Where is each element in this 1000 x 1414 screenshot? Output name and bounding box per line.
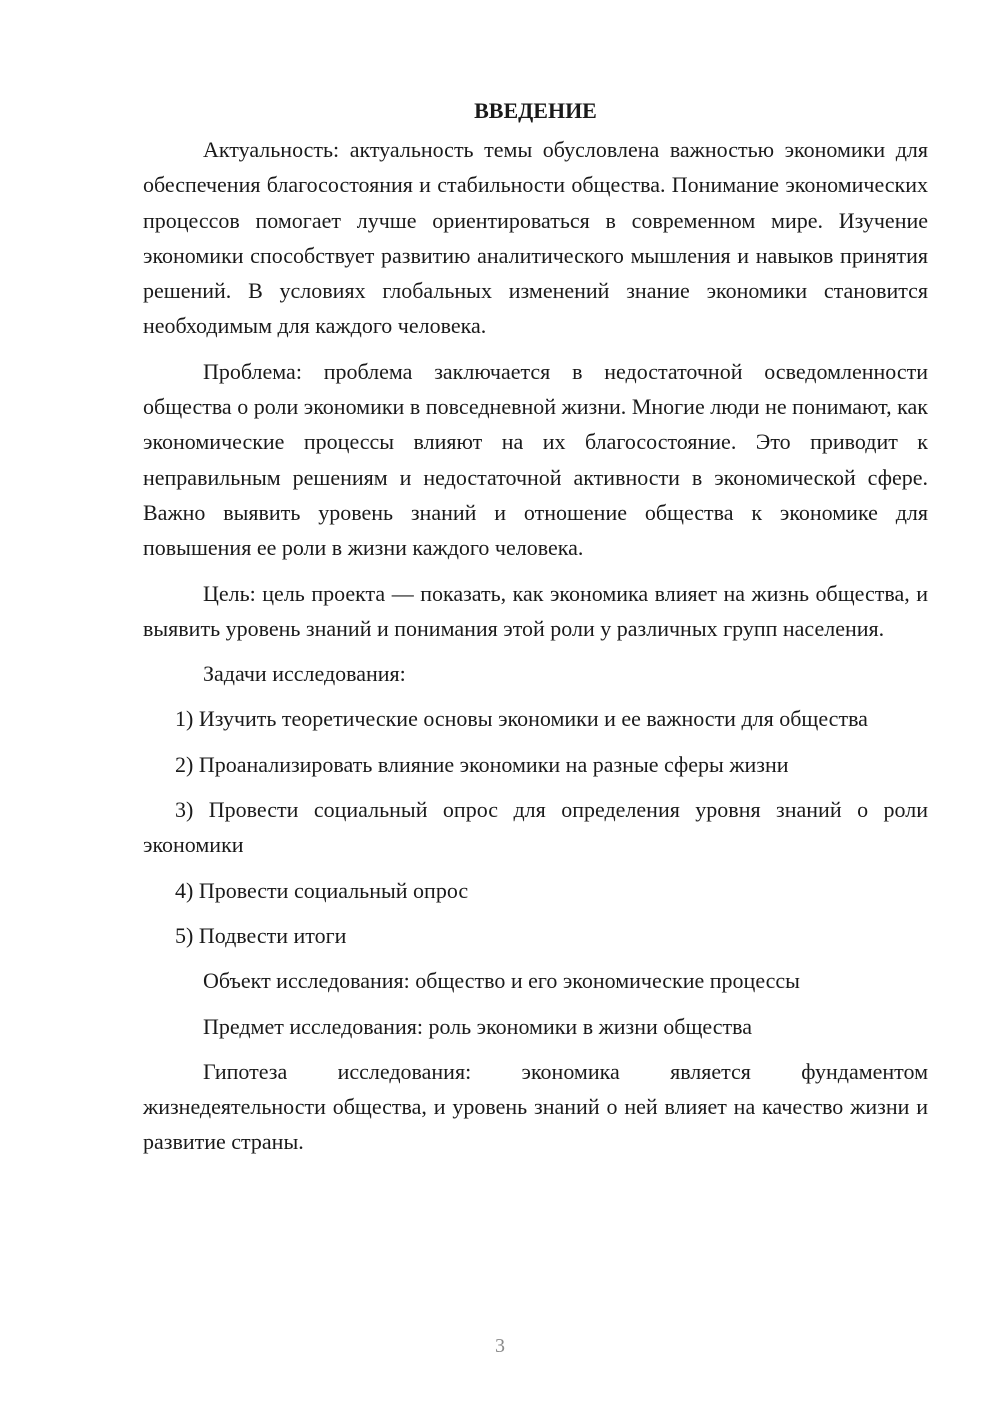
tasks-title: Задачи исследования: <box>203 661 406 687</box>
subject-paragraph: Предмет исследования: роль экономики в жизни общества <box>203 1013 752 1039</box>
problem-paragraph: Проблема: проблема заключается в недостаточной осведомленности общества о роли экономики в повседневной жизни. Многие люди не понимают, как экономические процессы влияют на их благосостояние. Это приводит к неправильным решениям и недостаточной активности в экономической сфере. Важно выявить уровень знаний и отношение общества к экономике для повышения ее роли в жизни каждого человека. <box>143 358 928 561</box>
list-item: 1) Изучить теоретические основы экономики и ее важности для общества <box>175 706 868 732</box>
tasks-list <box>143 701 928 953</box>
page-number: 3 <box>495 1335 505 1357</box>
list-item: 4) Провести социальный опрос <box>175 877 469 903</box>
section-heading: ВВЕДЕНИЕ <box>474 98 597 123</box>
list-item: 3) Провести социальный опрос для определения уровня знаний о роли экономики <box>143 797 928 858</box>
relevance-paragraph: Актуальность: актуальность темы обусловлена важностью экономики для обеспечения благосостояния и стабильности общества. Понимание экономических процессов помогает лучше ориентироваться в современном мире. Изучение экономики способствует развитию аналитического мышления и навыков принятия решений. В условиях глобальных изменений знание экономики становится необходимым для каждого человека. <box>143 137 928 339</box>
list-item: 2) Проанализировать влияние экономики на разные сферы жизни <box>175 751 789 777</box>
list-item: 5) Подвести итоги <box>175 922 347 948</box>
hypothesis-paragraph: Гипотеза исследования: экономика является фундаментом жизнедеятельности общества, и уровень знаний о ней влияет на качество жизни и развитие страны. <box>143 1058 928 1155</box>
object-paragraph: Объект исследования: общество и его экономические процессы <box>203 968 800 994</box>
goal-paragraph: Цель: цель проекта — показать, как экономика влияет на жизнь общества, и выявить уровень знаний и понимания этой роли у различных групп населения. <box>143 580 928 641</box>
document-page <box>143 96 928 1160</box>
